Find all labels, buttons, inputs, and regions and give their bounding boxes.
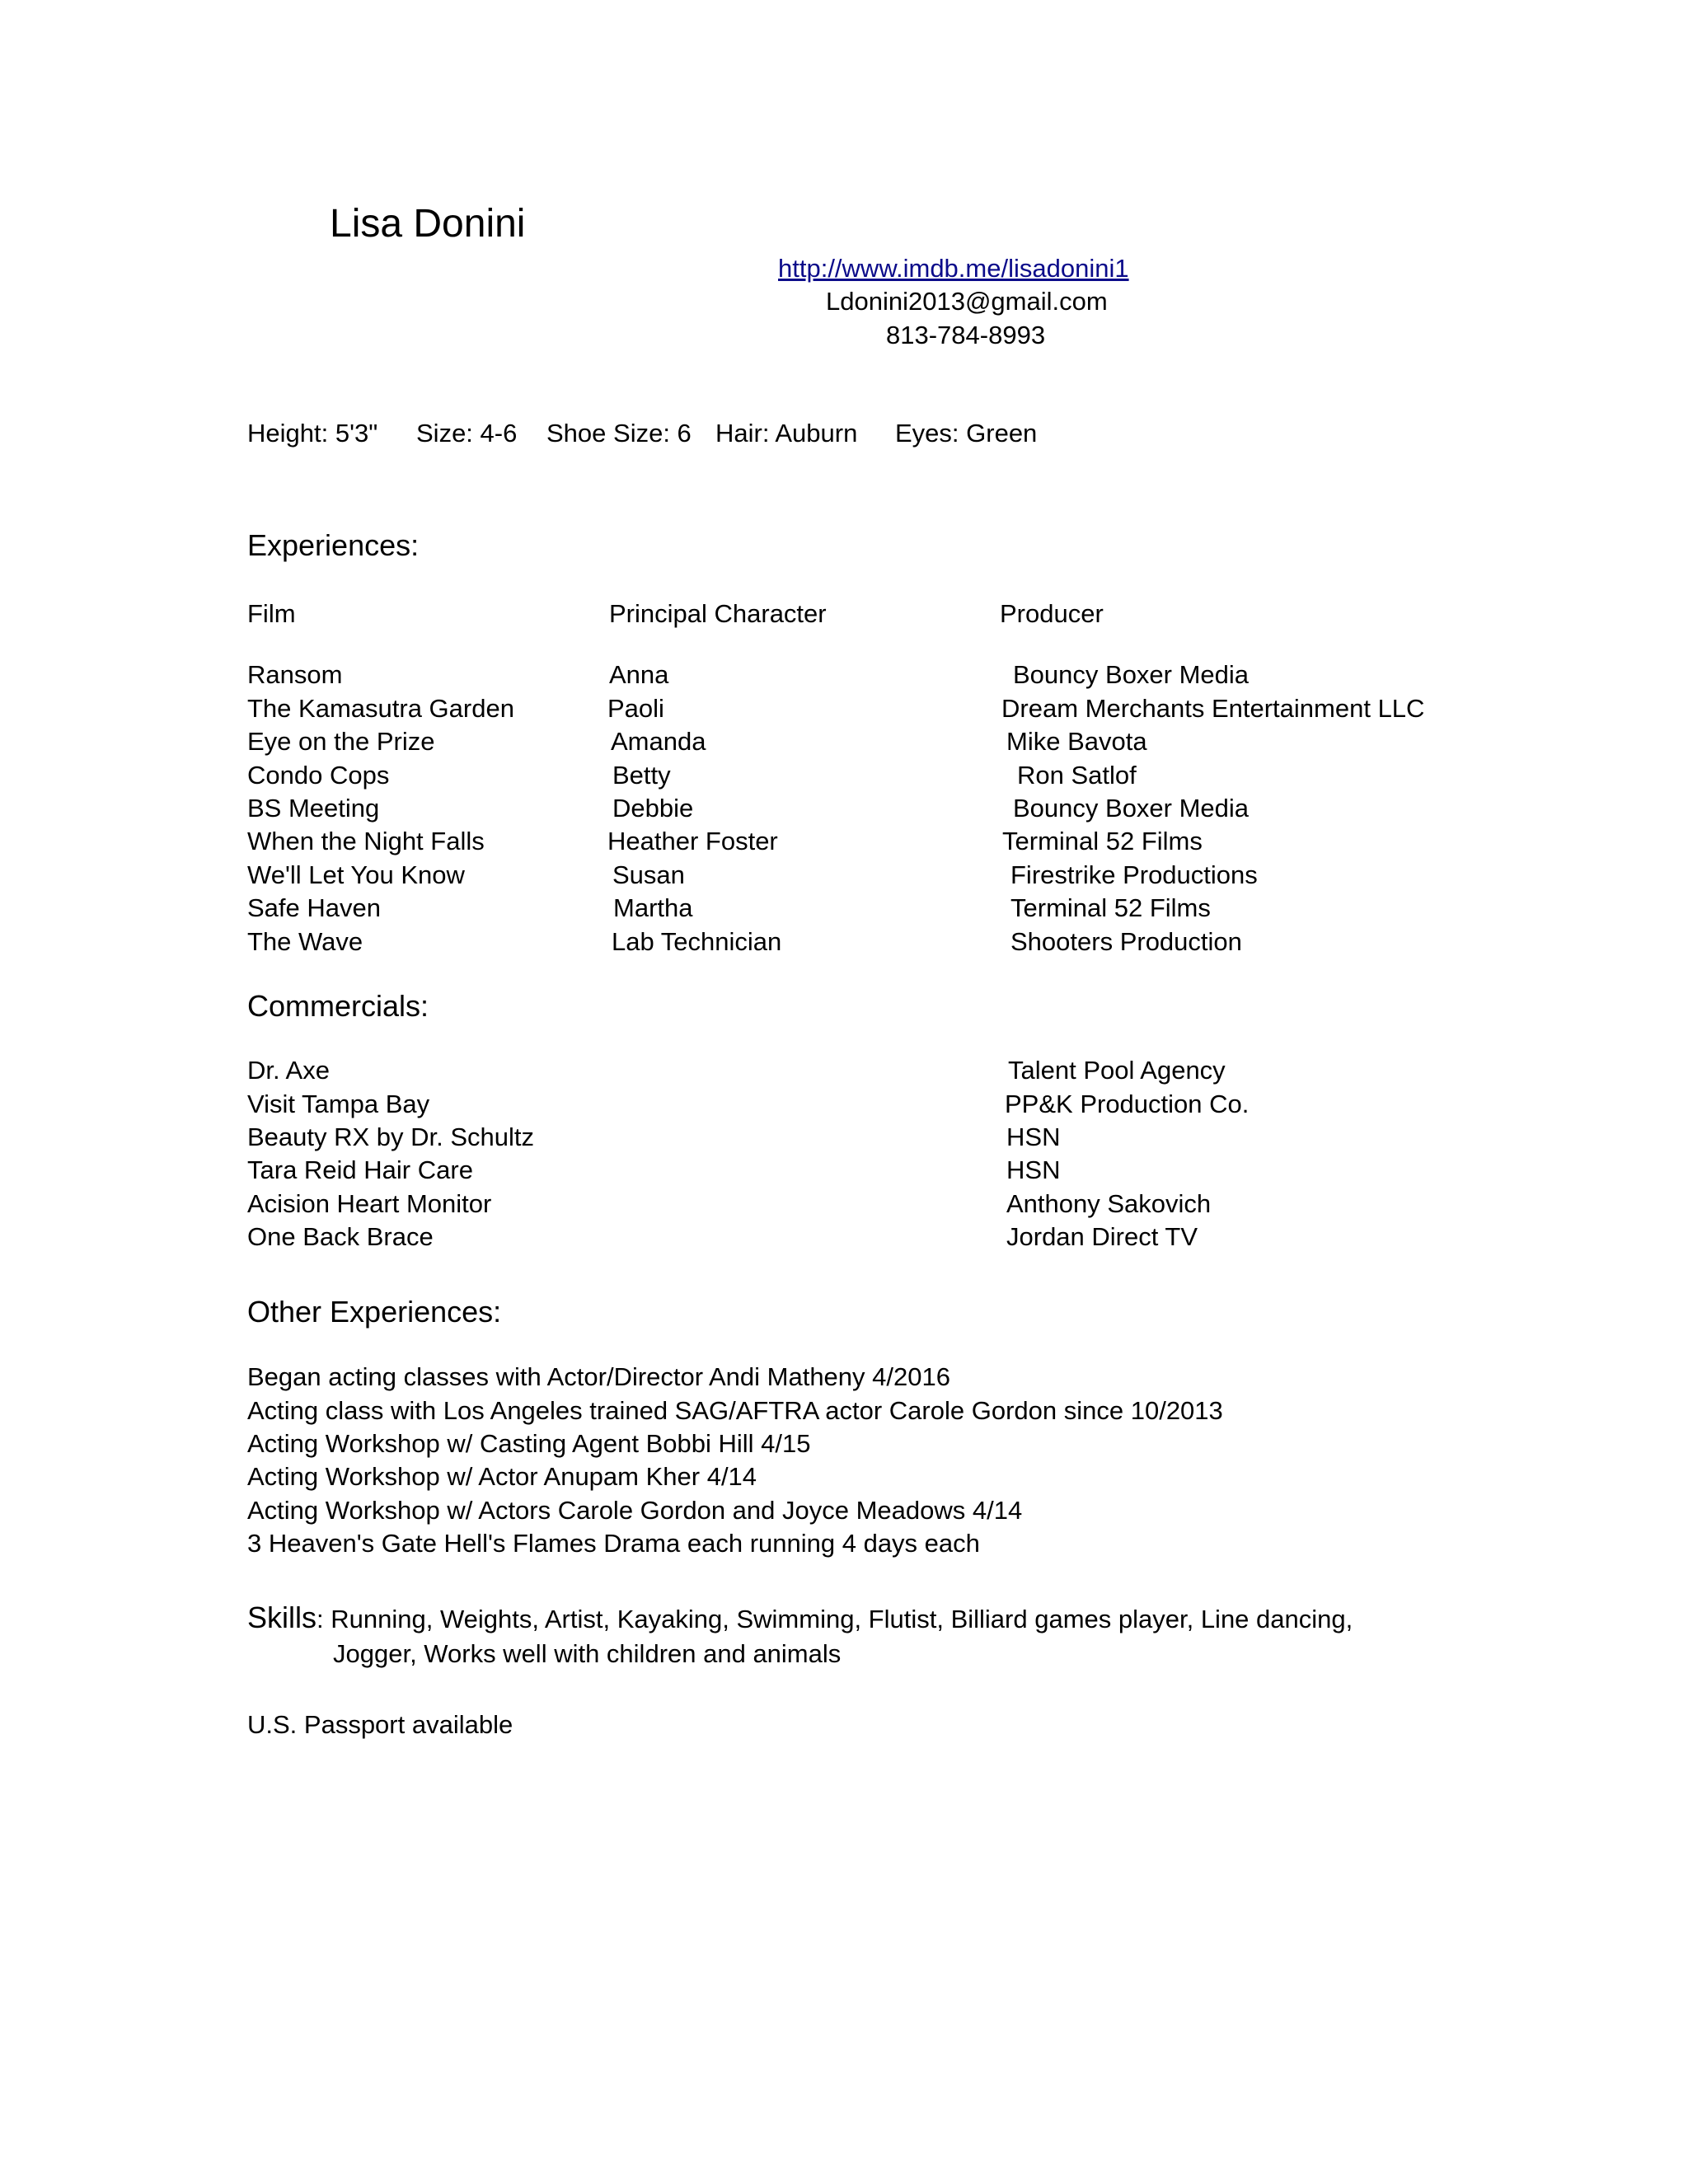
film-character: Susan xyxy=(612,860,685,889)
commercial-title: Beauty RX by Dr. Schultz xyxy=(247,1122,535,1151)
column-header-film: Film xyxy=(247,599,296,628)
stat-eyes: Eyes: Green xyxy=(895,419,1038,448)
commercial-producer: HSN xyxy=(1006,1122,1061,1151)
stat-hair: Hair: Auburn xyxy=(715,419,858,448)
phone-text: 813-784-8993 xyxy=(886,321,1046,349)
film-title: When the Night Falls xyxy=(247,827,485,855)
film-title: BS Meeting xyxy=(247,794,380,823)
film-title: The Kamasutra Garden xyxy=(247,694,514,723)
film-title: We'll Let You Know xyxy=(247,860,465,889)
film-character: Martha xyxy=(613,893,693,922)
commercial-producer: PP&K Production Co. xyxy=(1005,1090,1250,1118)
film-producer: Bouncy Boxer Media xyxy=(1013,794,1250,823)
stat-shoe-size: Shoe Size: 6 xyxy=(546,419,692,448)
skills-list: : Running, Weights, Artist, Kayaking, Swimming, Flutist, Billiard games player, Line dancing, xyxy=(316,1605,1353,1633)
film-producer: Mike Bavota xyxy=(1006,727,1147,756)
other-experience-item: Acting class with Los Angeles trained SAG/AFTRA actor Carole Gordon since 10/2013 xyxy=(247,1396,1223,1425)
column-header-producer: Producer xyxy=(1000,599,1104,628)
film-character: Amanda xyxy=(611,727,706,756)
other-experience-item: Acting Workshop w/ Actors Carole Gordon and Joyce Meadows 4/14 xyxy=(247,1496,1023,1525)
commercial-title: One Back Brace xyxy=(247,1222,434,1251)
experiences-heading: Experiences: xyxy=(247,528,420,562)
commercial-title: Dr. Axe xyxy=(247,1056,330,1085)
column-header-character: Principal Character xyxy=(609,599,827,628)
film-title: Ransom xyxy=(247,660,343,689)
commercial-producer: Anthony Sakovich xyxy=(1006,1189,1212,1218)
commercial-producer: Jordan Direct TV xyxy=(1006,1222,1198,1251)
film-producer: Terminal 52 Films xyxy=(1010,893,1211,922)
skills-label: Skills xyxy=(247,1601,317,1634)
skills-line xyxy=(247,1601,1353,1636)
film-title: Condo Cops xyxy=(247,761,390,790)
film-character: Paoli xyxy=(607,694,664,723)
film-producer: Ron Satlof xyxy=(1017,761,1137,790)
commercial-producer: HSN xyxy=(1006,1155,1061,1184)
film-producer: Firestrike Productions xyxy=(1010,860,1258,889)
film-producer: Terminal 52 Films xyxy=(1002,827,1203,855)
film-character: Betty xyxy=(612,761,671,790)
other-experience-item: Began acting classes with Actor/Director Andi Matheny 4/2016 xyxy=(247,1362,950,1391)
other-experience-item: Acting Workshop w/ Actor Anupam Kher 4/14 xyxy=(247,1462,757,1491)
other-experiences-heading: Other Experiences: xyxy=(247,1295,502,1329)
film-character: Anna xyxy=(609,660,669,689)
resume-name: Lisa Donini xyxy=(330,202,526,246)
stat-size: Size: 4-6 xyxy=(416,419,518,448)
film-producer: Bouncy Boxer Media xyxy=(1013,660,1250,689)
skills-list-continued: Jogger, Works well with children and animals xyxy=(333,1639,842,1668)
passport-note: U.S. Passport available xyxy=(247,1710,513,1739)
commercial-title: Tara Reid Hair Care xyxy=(247,1155,473,1184)
film-title: The Wave xyxy=(247,927,363,956)
commercial-title: Acision Heart Monitor xyxy=(247,1189,492,1218)
other-experience-item: 3 Heaven's Gate Hell's Flames Drama each running 4 days each xyxy=(247,1529,980,1558)
film-title: Safe Haven xyxy=(247,893,381,922)
film-character: Lab Technician xyxy=(612,927,782,956)
film-character: Debbie xyxy=(612,794,694,823)
commercial-producer: Talent Pool Agency xyxy=(1008,1056,1226,1085)
commercials-heading: Commercials: xyxy=(247,989,429,1023)
commercial-title: Visit Tampa Bay xyxy=(247,1090,430,1118)
film-producer: Dream Merchants Entertainment LLC xyxy=(1001,694,1425,723)
film-producer: Shooters Production xyxy=(1010,927,1242,956)
imdb-link[interactable]: http://www.imdb.me/lisadonini1 xyxy=(778,254,1129,283)
stat-height: Height: 5'3" xyxy=(247,419,378,448)
film-title: Eye on the Prize xyxy=(247,727,435,756)
other-experience-item: Acting Workshop w/ Casting Agent Bobbi Hill 4/15 xyxy=(247,1429,811,1458)
film-character: Heather Foster xyxy=(607,827,778,855)
email-text: Ldonini2013@gmail.com xyxy=(826,287,1108,316)
